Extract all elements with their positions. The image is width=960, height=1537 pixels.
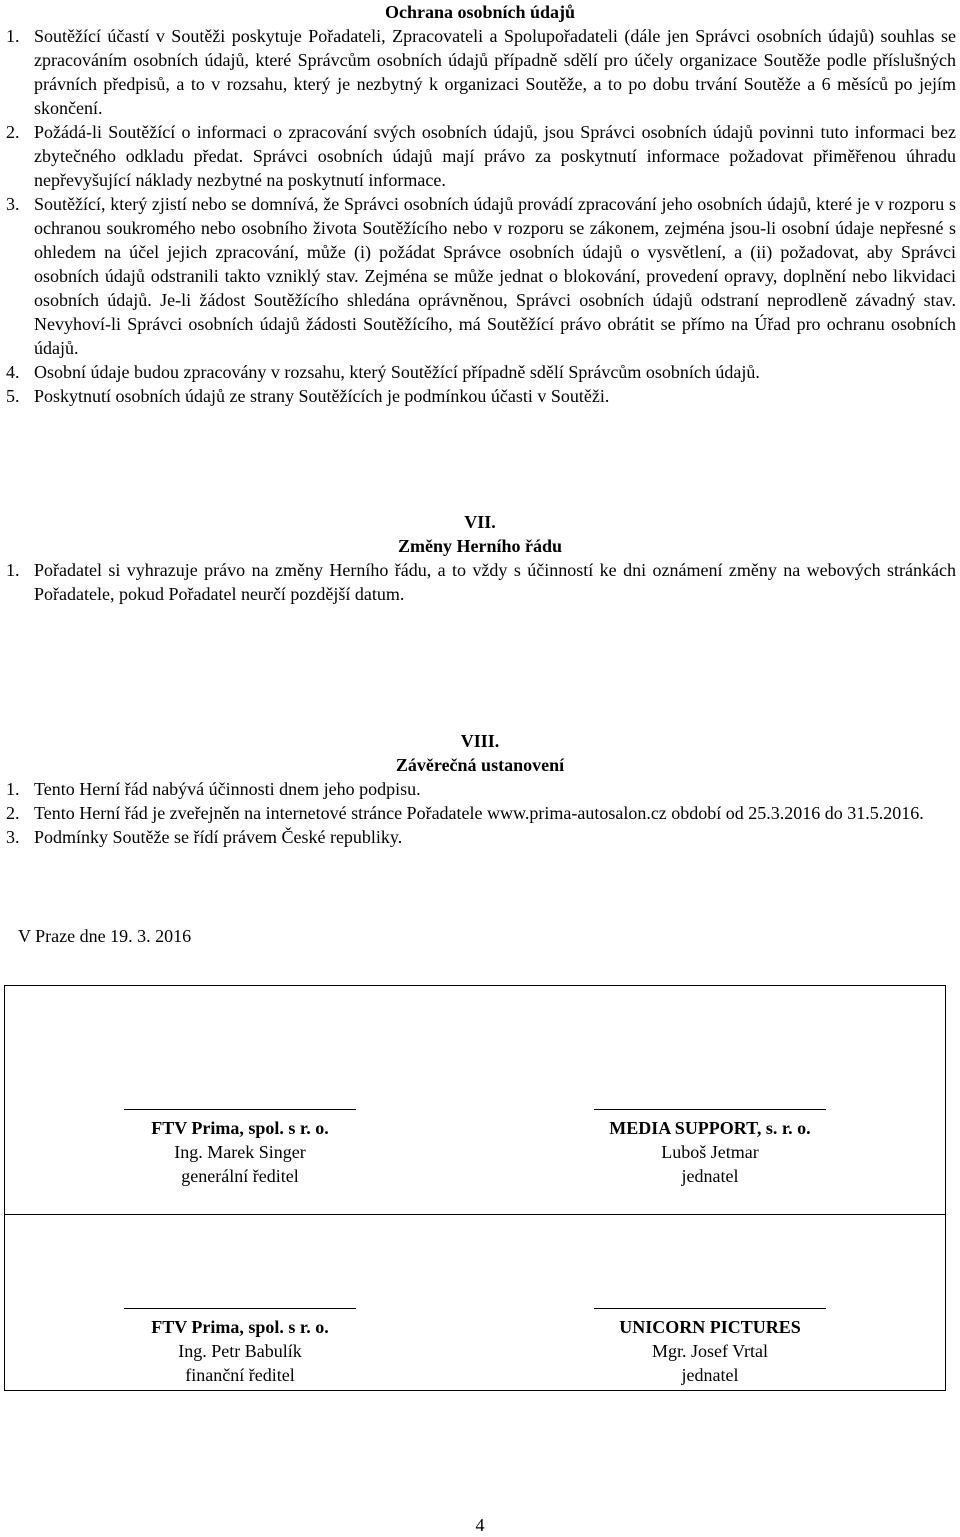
list-item: 2. Tento Herní řád je zveřejněn na internetové stránce Pořadatele www.prima-autosalon.cz období od 25.3.2016 do 31.5.2016. xyxy=(6,803,924,823)
section-heading: Ochrana osobních údajů xyxy=(384,2,576,22)
list-item: 3. Soutěžící, který zjistí nebo se domnívá, že Správci osobních údajů provádí zpracování jeho osobních údajů, které je v rozporu s ochranou soukromého nebo osobního života Soutěžícího nebo v rozporu se zákonem, zejména jsou-li osobní údaje nepřesné s ohledem na účel jejich zpracování, může (i) požádat Správce osobních údajů o vysvětlení, a (ii) požadovat, aby Správci osobních údajů odstranili takto vzniklý stav. Zejména se může jednat o blokování, provedení opravy, doplnění nebo likvidaci osobních údajů. Je-li žádost Soutěžícího shledána oprávněnou, Správci osobních údajů odstraní neprodleně závadný stav. Nevyhoví-li Správci osobních údajů žádosti Soutěžícího, má Soutěžící právo obrátit se přímo na Úřad pro ochranu osobních údajů. xyxy=(6,194,956,358)
signature-block: UNICORN PICTURES Mgr. Josef Vrtal jednatel xyxy=(475,1308,945,1387)
section-heading: Změny Herního řádu xyxy=(397,536,562,556)
section-viii xyxy=(0,729,960,849)
signature-line xyxy=(594,1308,826,1309)
section-vii xyxy=(0,510,960,606)
list-item: 1. Soutěžící účastí v Soutěži poskytuje Pořadateli, Zpracovateli a Spolupořadateli (dále jen Správci osobních údajů) souhlas se zpracováním osobních údajů, které Správcům osobních údajů případně sdělí pro účely organizace Soutěže podle příslušných právních předpisů, a to v rozsahu, který je nezbytný k organizaci Soutěže, a to po dobu trvání Soutěže a 6 měsíců po jejím skončení. xyxy=(6,26,956,118)
signature-line xyxy=(594,1109,826,1110)
section-number: VIII. xyxy=(460,731,500,751)
page-number: 4 xyxy=(475,1515,485,1535)
signature-line xyxy=(124,1109,356,1110)
section-number: VII. xyxy=(464,512,496,532)
list-item: 1. Pořadatel si vyhrazuje právo na změny Herního řádu, a to vždy s účinností ke dni oznámení změny na webových stránkách Pořadatele, pokud Pořadatel neurčí pozdější datum. xyxy=(6,560,956,604)
list-item: 4. Osobní údaje budou zpracovány v rozsahu, který Soutěžící případně sdělí Správcům osobních údajů. xyxy=(6,362,760,382)
signature-block: FTV Prima, spol. s r. o. Ing. Petr Babulík finanční ředitel xyxy=(5,1308,475,1387)
list-item: 3. Podmínky Soutěže se řídí právem České republiky. xyxy=(6,827,403,847)
list-item: 2. Požádá-li Soutěžící o informaci o zpracování svých osobních údajů, jsou Správci osobních údajů povinni tuto informaci bez zbytečného odkladu předat. Správci osobních údajů mají právo za poskytnutí informace požadovat přiměřenou úhradu nepřevyšující náklady nezbytné na poskytnutí informace. xyxy=(6,122,956,190)
place-date: V Praze dne 19. 3. 2016 xyxy=(18,926,192,946)
signature-block: MEDIA SUPPORT, s. r. o. Luboš Jetmar jednatel xyxy=(475,1109,945,1188)
signature-table xyxy=(4,985,946,1391)
signature-block: FTV Prima, spol. s r. o. Ing. Marek Singer generální ředitel xyxy=(5,1109,475,1188)
signature-table-divider xyxy=(5,1214,945,1215)
section-heading: Závěrečná ustanovení xyxy=(395,755,565,775)
signature-line xyxy=(124,1308,356,1309)
list-item: 1. Tento Herní řád nabývá účinnosti dnem jeho podpisu. xyxy=(6,779,421,799)
section-privacy xyxy=(0,0,960,408)
list-item: 5. Poskytnutí osobních údajů ze strany Soutěžících je podmínkou účasti v Soutěži. xyxy=(6,386,610,406)
